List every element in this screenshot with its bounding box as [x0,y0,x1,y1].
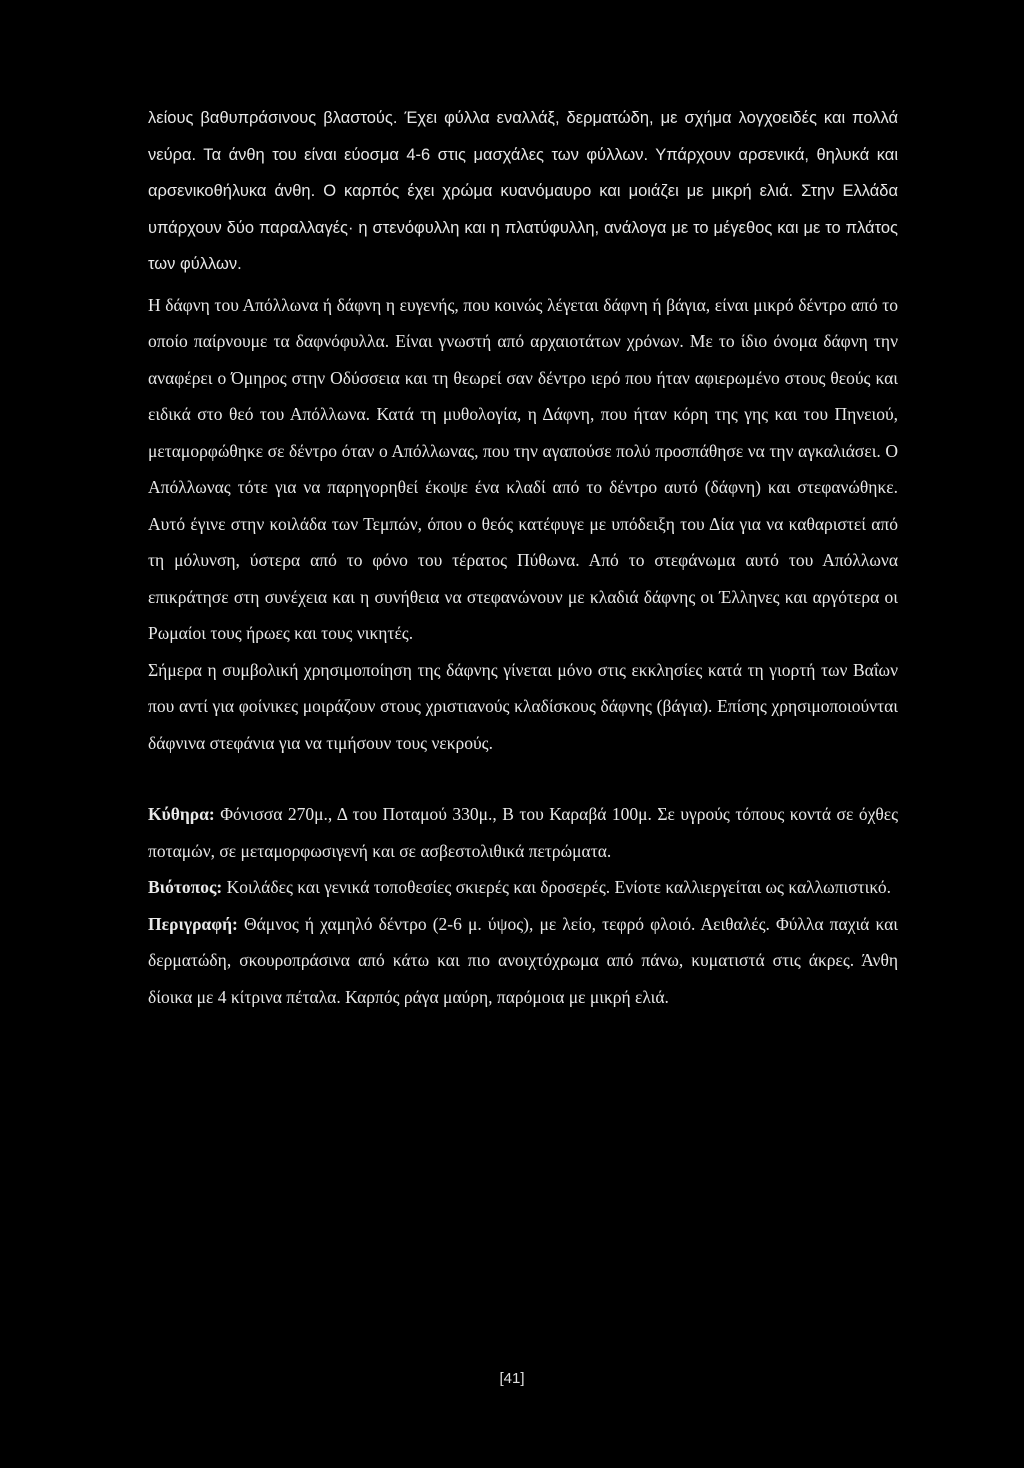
paragraph-description: λείους βαθυπράσινους βλαστούς. Έχει φύλλα εναλλάξ, δερματώδη, με σχήμα λογχοειδές και πολλά νεύρα. Τα άνθη του είναι εύοσμα 4-6 στις μασχάλες των φύλλων. Υπάρχουν αρσενικά, θηλυκά και αρσενικοθήλυκα άνθη. Ο καρπός έχει χρώμα κυανόμαυρο και μοιάζει με μικρή ελιά. Στην Ελλάδα υπάρχουν δύο παραλλαγές· η στενόφυλλη και η πλατύφυλλη, ανάλογα με το μέγεθος και με το πλάτος των φύλλων. [148,109,898,273]
section-kythera-label: Κύθηρα: [148,804,215,824]
section-habitat [148,869,898,906]
section-description [148,906,898,1016]
section-kythera [148,796,898,869]
document-page [148,100,898,1015]
page-number: [41] [499,1370,525,1387]
section-kythera-text: Φόνισσα 270μ., Δ του Ποταμού 330μ., Β του Καραβά 100μ. Σε υγρούς τόπους κοντά σε όχθες ποταμών, σε μεταμορφωσιγενή και σε ασβεστολιθικά πετρώματα. [148,804,898,861]
section-description-text: Θάμνος ή χαμηλό δέντρο (2-6 μ. ύψος), με λείο, τεφρό φλοιό. Αειθαλές. Φύλλα παχιά και δερματώδη, σκουροπράσινα από κάτω και πιο ανοιχτόχρωμα από πάνω, κυματιστά στις άκρες. Άνθη δίοικα με 4 κίτρινα πέταλα. Καρπός ράγα μαύρη, παρόμοια με μικρή ελιά. [148,913,898,1007]
paragraph-modern-use: Σήμερα η συμβολική χρησιμοποίηση της δάφνης γίνεται μόνο στις εκκλησίες κατά τη γιορτή των Βαΐων που αντί για φοίνικες μοιράζουν στους χριστιανούς κλαδίσκους δάφνης (βάγια). Επίσης χρησιμοποιούνται δάφνινα στεφάνια για να τιμήσουν τους νεκρούς. [148,659,898,753]
section-habitat-label: Βιότοπος: [148,877,223,897]
section-habitat-text: Κοιλάδες και γενικά τοποθεσίες σκιερές και δροσερές. Ενίοτε καλλιεργείται ως καλλωπιστικό. [222,877,891,897]
paragraph-apollo-laurel [148,287,898,652]
paragraph-apollo-laurel-intro: Η δάφνη του Απόλλωνα ή δάφνη η ευγενής, που κοινώς λέγεται δάφνη ή βάγια, είναι μικρό δέντρο από το οποίο παίρνουμε τα δαφνόφυλλα. Είναι γνωστή από αρχαιοτάτων χρόνων. [148,294,898,351]
section-description-label: Περιγραφή: [148,913,238,934]
paragraph-mythology: Με το ίδιο όνομα δάφνη την αναφέρει ο Όμηρος στην Οδύσσεια και τη θεωρεί σαν δέντρο ιερό που ήταν αφιερωμένο στους θεούς και ειδικά στο θεό του Απόλλωνα. Κατά τη μυθολογία, η Δάφνη, που ήταν κόρη της γης και του Πηνειού, μεταμορφώθηκε σε δέντρο όταν ο Απόλλωνας, που την αγαπούσε πολύ προσπάθησε να την αγκαλιάσει. Ο Απόλλωνας τότε για να παρηγορηθεί έκοψε ένα κλαδί από το δέντρο αυτό (δάφνη) και στεφανώθηκε. Αυτό έγινε στην κοιλάδα των Τεμπών, όπου ο θεός κατέφυγε με υπόδειξη του Δία για να καθαριστεί από τη μόλυνση, ύστερα από το φόνο του τέρατος Πύθωνα. Από το στεφάνωμα αυτό του Απόλλωνα επικράτησε στη συνέχεια και η συνήθεια να στεφανώνουν με κλαδιά δάφνης οι Έλληνες και αργότερα οι Ρωμαίοι τους ήρωες και τους νικητές. [148,331,898,643]
